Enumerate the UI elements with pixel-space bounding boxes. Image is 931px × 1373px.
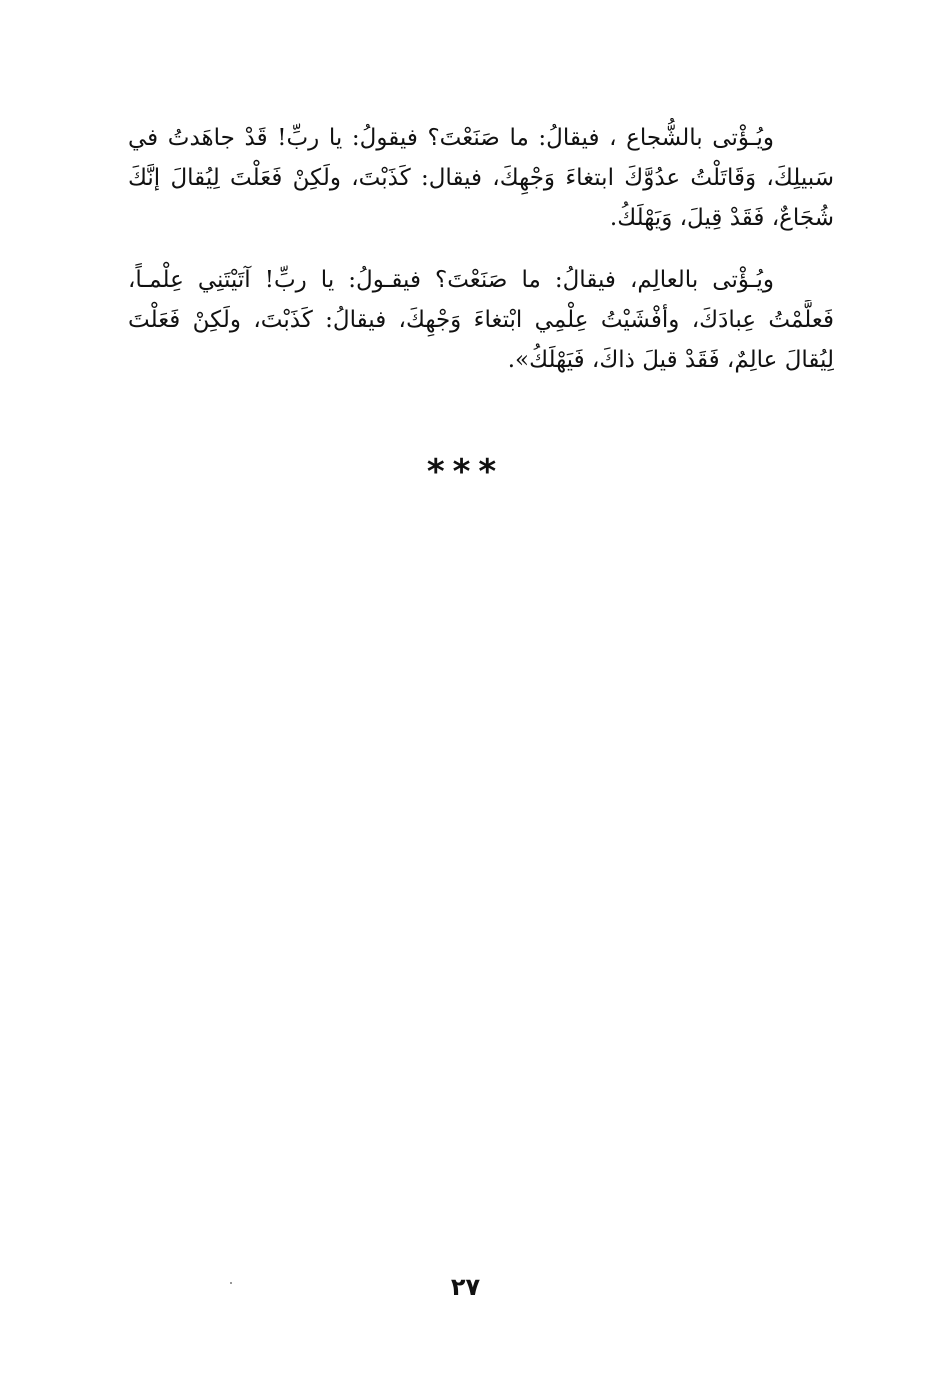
paragraph-brave-man	[128, 118, 834, 238]
page-number: ٢٧	[450, 1273, 481, 1301]
scan-speck	[230, 1282, 232, 1284]
section-separator: ***	[426, 452, 505, 492]
text-line: سَبيلِكَ، وَقَاتَلْتُ عدُوَّكَ ابتغاءَ وَجْهِكَ، فيقال: كَذَبْتَ، ولَكِنْ فَعَلْتَ لِيُقالَ إنَّكَ	[128, 165, 834, 191]
body-text	[128, 118, 834, 402]
text-line: شُجَاعٌ، فَقَدْ قِيلَ، وَيَهْلَكُ.	[609, 205, 834, 231]
text-line: لِيُقالَ عالِمٌ، فَقَدْ قيلَ ذاكَ، فَيَهْلَكُ».	[507, 347, 834, 373]
text-line: ويُـؤْتى بالعالِم، فيقالُ: ما صَنَعْتَ؟ فيقـولُ: يا ربِّ! آتَيْتَنِي عِلْمـاً،	[128, 267, 774, 293]
text-line: فَعلَّمْتُ عِبادَكَ، وأفْشَيْتُ عِلْمِي ابْتغاءَ وَجْهِكَ، فيقالُ: كَذَبْتَ، ولَكِنْ فَعَلْتَ	[128, 307, 834, 333]
text-line: ويُـؤْتى بالشُّجاع ، فيقالُ: ما صَنَعْتَ؟ فيقولُ: يا ربِّ! قَدْ جاهَدتُ في	[128, 125, 774, 151]
paragraph-scholar	[128, 260, 834, 380]
